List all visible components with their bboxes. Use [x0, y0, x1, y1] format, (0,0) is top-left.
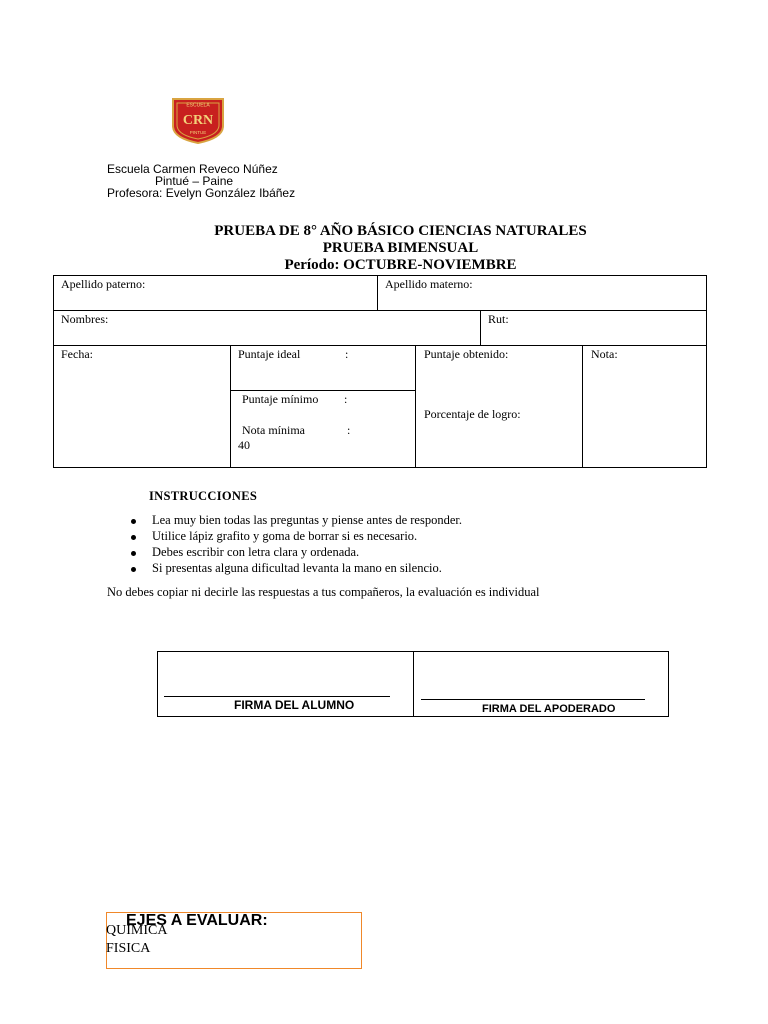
porcentaje-logro-label: Porcentaje de logro: — [424, 407, 521, 421]
nombres-label: Nombres: — [61, 312, 109, 326]
bullet-icon — [131, 551, 136, 556]
bullet-icon — [131, 535, 136, 540]
student-signature-label: FIRMA DEL ALUMNO — [234, 698, 355, 712]
axes-to-evaluate-box — [106, 912, 362, 969]
school-crest-icon — [172, 98, 224, 144]
puntaje-minimo-colon: : — [344, 392, 348, 406]
rut-label: Rut: — [488, 312, 509, 326]
puntaje-obtenido-label: Puntaje obtenido: — [424, 347, 509, 361]
signature-table — [157, 651, 669, 717]
puntaje-ideal-label: Puntaje ideal — [238, 347, 301, 361]
bullet-icon — [131, 567, 136, 572]
guardian-signature-line — [421, 699, 645, 700]
instruction-item: Utilice lápiz grafito y goma de borrar si es necesario. — [152, 529, 418, 543]
test-period: Período: OCTUBRE-NOVIEMBRE — [284, 257, 517, 273]
nombres-field[interactable] — [53, 310, 481, 346]
puntaje-ideal-colon: : — [345, 347, 349, 361]
individual-evaluation-note: No debes copiar ni decirle las respuestas a tus compañeros, la evaluación es individual — [107, 585, 540, 599]
logo-initials: CRN — [182, 113, 214, 128]
instructions-list — [128, 513, 548, 579]
puntaje-cell — [230, 345, 416, 468]
nota-field[interactable] — [582, 345, 707, 468]
instructions-title: INSTRUCCIONES — [149, 489, 258, 503]
school-name: Escuela Carmen Reveco Núñez — [107, 162, 278, 176]
nota-minima-colon: : — [347, 423, 351, 437]
rut-field[interactable] — [480, 310, 707, 346]
apellido-materno-label: Apellido materno: — [385, 277, 473, 291]
instruction-item: Si presentas alguna dificultad levanta la mano en silencio. — [152, 561, 442, 575]
apellido-materno-field[interactable] — [377, 275, 707, 311]
instruction-item: Debes escribir con letra clara y ordenada. — [152, 545, 360, 559]
test-title: PRUEBA DE 8° AÑO BÁSICO CIENCIAS NATURALES — [214, 223, 587, 239]
instruction-item: Lea muy bien todas las preguntas y piense antes de responder. — [152, 513, 462, 527]
puntaje-obtenido-field[interactable] — [415, 345, 583, 468]
puntaje-minimo-label: Puntaje mínimo — [242, 392, 319, 406]
apellido-paterno-field[interactable] — [53, 275, 378, 311]
axes-item-quimica: QUIMICA — [106, 923, 168, 938]
student-signature-line — [164, 696, 390, 697]
logo-bottom-text: PINTUE — [189, 130, 207, 135]
axes-item-fisica: FISICA — [106, 941, 151, 956]
nota-minima-value: 40 — [238, 438, 250, 452]
axes-title: EJES A EVALUAR: — [126, 912, 268, 929]
teacher-name: Profesora: Evelyn González Ibáñez — [107, 186, 296, 200]
fecha-label: Fecha: — [61, 347, 93, 361]
guardian-signature-field[interactable] — [413, 651, 669, 717]
logo-top-text: ESCUELA — [186, 102, 210, 109]
nota-minima-label: Nota mínima — [242, 423, 305, 437]
student-info-table — [53, 275, 707, 468]
student-signature-field[interactable] — [157, 651, 414, 717]
fecha-field[interactable] — [53, 345, 231, 468]
apellido-paterno-label: Apellido paterno: — [61, 277, 146, 291]
nota-label: Nota: — [591, 347, 618, 361]
school-location: Pintué – Paine — [155, 174, 234, 188]
bullet-icon — [131, 519, 136, 524]
puntaje-divider — [231, 390, 415, 391]
test-subtitle: PRUEBA BIMENSUAL — [322, 240, 479, 256]
guardian-signature-label: FIRMA DEL APODERADO — [482, 703, 616, 715]
